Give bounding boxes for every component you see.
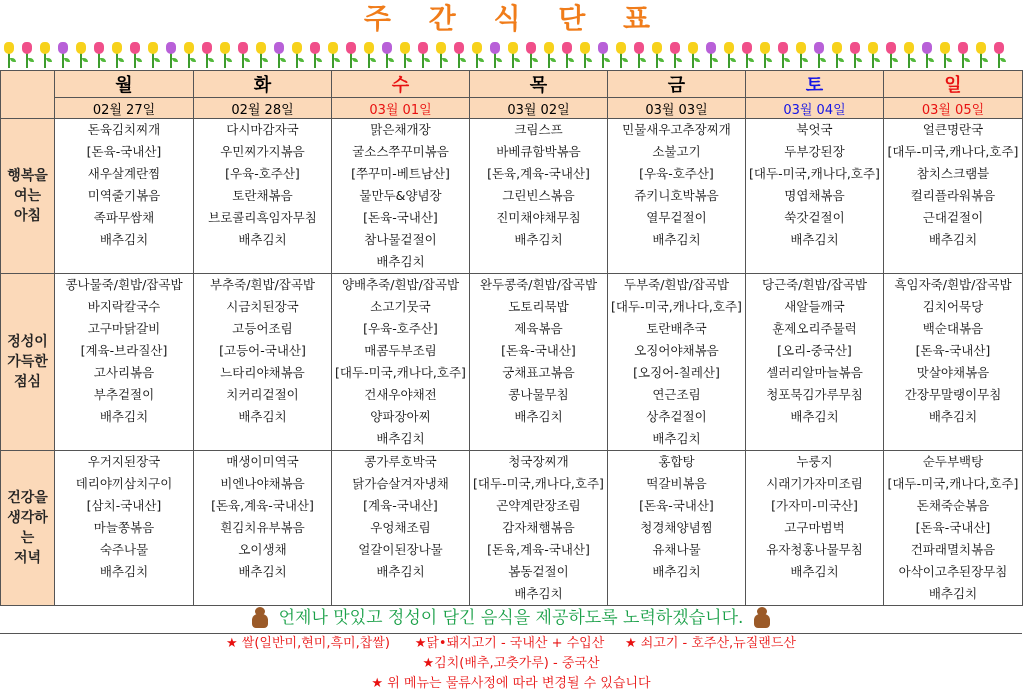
menu-item: 청국장찌개 [508,454,569,469]
menu-item: 배추김치 [376,254,425,269]
menu-item: 배추김치 [238,409,287,424]
menu-item: [대두-미국,캐나다,호주] [473,476,604,491]
menu-item: 흑임자죽/흰밥/잡곡밥 [894,277,1012,292]
day-date: 02월 28일 [194,98,332,119]
day-menu-cell [55,119,194,274]
menu-item: 연근조림 [652,387,701,402]
tulip-icon [828,38,846,70]
note-line: ★김치(배추,고춧가루) - 중국산 [422,656,600,671]
day-menu-cell [884,119,1023,274]
menu-item: 김치어묵당 [922,299,984,314]
menu-item: 배추김치 [514,232,563,247]
tulip-icon [342,38,360,70]
menu-item: [돈육-국내산] [363,210,438,225]
menu-item: 소고기뭇국 [370,299,431,314]
tulip-icon [918,38,936,70]
menu-item: 양파장아찌 [370,409,431,424]
menu-item: 도토리묵밥 [508,299,569,314]
menu-item: [삼치-국내산] [86,498,162,513]
menu-item: [대두-미국,캐나다,호주] [611,299,742,314]
tulip-icon [666,38,684,70]
meal-label-line: 가득한 [7,354,48,370]
tulip-icon [846,38,864,70]
menu-item: 건파래멸치볶음 [910,542,996,557]
menu-item: [돈육-국내산] [915,520,991,535]
menu-item: 간장무말랭이무침 [904,387,1002,402]
tulip-icon [288,38,306,70]
menu-item: [계육-국내산] [363,498,438,513]
tulip-icon [90,38,108,70]
menu-item: [고등어-국내산] [219,343,306,358]
menu-item: 배추김치 [99,564,149,579]
tulip-icon [684,38,702,70]
tulip-icon [378,38,396,70]
tulip-icon [36,38,54,70]
tulip-icon [792,38,810,70]
menu-item: 셀러리알마늘볶음 [766,365,863,380]
meal-label-line: 는 [20,530,35,546]
day-menu-cell [746,274,884,451]
menu-item: 바지락칼국수 [87,299,161,314]
day-menu-cell [332,451,470,606]
menu-item: 돈육김치찌개 [87,122,161,137]
day-menu-cell [746,119,884,274]
menu-item: 건새우야채전 [364,387,437,402]
menu-item: 맛살야채볶음 [916,365,990,380]
tulip-icon [180,38,198,70]
menu-item: 맑은채개장 [370,122,431,137]
menu-item: 배추김치 [790,232,839,247]
menu-item: 고구마닭갈비 [87,321,161,336]
menu-item: 양배추죽/흰밥/잡곡밥 [341,277,460,292]
menu-item: 시금치된장국 [226,299,299,314]
meal-row [1,119,1023,274]
day-name: 일 [884,71,1023,98]
menu-item: 유채나물 [652,542,701,557]
menu-item: 배추김치 [238,232,287,247]
menu-item: 우엉채조림 [370,520,431,535]
tulip-icon [324,38,342,70]
tulip-icon [558,38,576,70]
menu-item: 곤약계란장조림 [496,498,581,513]
menu-item: 미역줄기볶음 [87,188,161,203]
menu-item: 크림스프 [514,122,563,137]
menu-item: 매생이미역국 [226,454,299,469]
menu-item: [우육-호주산] [363,321,438,336]
meal-label-line: 여는 [13,188,42,204]
menu-item: 얼갈이된장나물 [358,542,443,557]
tulip-icon [972,38,990,70]
menu-item: [대두-미국,캐나다,호주] [749,166,880,181]
tulip-icon [360,38,378,70]
meal-label-line: 생각하 [7,510,48,526]
tulip-icon [486,38,504,70]
day-name: 목 [470,71,608,98]
meal-label-line: 행복을 [7,168,48,184]
tulip-icon [252,38,270,70]
menu-item: 홍합탕 [658,454,695,469]
weekly-menu-table [0,70,1023,606]
menu-item: [대두-미국,캐나다,호주] [887,476,1019,491]
menu-item: 배추김치 [514,409,563,424]
menu-item: 부추겉절이 [93,387,155,402]
menu-item: [돈육-국내산] [501,343,576,358]
menu-item: 부추죽/흰밥/잡곡밥 [209,277,316,292]
menu-item: 봄동겉절이 [508,564,569,579]
day-name: 수 [332,71,470,98]
meal-label [1,274,55,451]
meal-label [1,119,55,274]
menu-item: 고등어조림 [232,321,293,336]
tulip-icon [108,38,126,70]
tulip-icon [432,38,450,70]
gingerbread-icon [249,607,271,629]
tulip-icon [504,38,522,70]
menu-item: 배추김치 [514,586,563,601]
tulip-icon [936,38,954,70]
menu-item: [돈육,계육-국내산] [487,166,590,181]
meal-row [1,451,1023,606]
menu-item: 떡갈비볶음 [646,476,707,491]
menu-item: 감자채햄볶음 [502,520,575,535]
menu-item: 진미채야채무침 [496,210,581,225]
header-corner [1,71,55,119]
day-menu-cell [608,119,746,274]
menu-item: 청포묵김가루무침 [766,387,863,402]
tulip-icon [864,38,882,70]
menu-item: 배추김치 [238,564,287,579]
meal-label-line: 점심 [13,374,42,390]
tulip-icon [594,38,612,70]
menu-item: 고사리볶음 [93,365,155,380]
menu-item: 시래기가자미조림 [766,476,863,491]
tulip-icon [450,38,468,70]
tulip-icon [144,38,162,70]
tulip-icon [396,38,414,70]
tulip-icon [630,38,648,70]
menu-item: [가자미-미국산] [771,498,858,513]
tulip-icon [72,38,90,70]
menu-item: 오징어야채볶음 [634,343,719,358]
day-date: 03월 05일 [884,98,1023,119]
tulip-icon [576,38,594,70]
menu-item: 명엽채볶음 [784,188,845,203]
day-menu-cell [332,119,470,274]
day-menu-cell [608,274,746,451]
tulip-icon [738,38,756,70]
tulip-icon [612,38,630,70]
footer-message-row [0,604,1022,632]
menu-item: 비엔나야채볶음 [220,476,305,491]
footer-message: 언제나 맛있고 정성이 담긴 음식을 제공하도록 노력하겠습니다. [278,608,744,628]
menu-item: 굴소스쭈꾸미볶음 [352,144,449,159]
menu-item: 배추김치 [928,232,978,247]
menu-item: [우육-호주산] [639,166,714,181]
day-menu-cell [608,451,746,606]
meal-label-line: 정성이 [7,334,48,350]
menu-item: 우거지된장국 [87,454,161,469]
day-menu-cell [470,274,608,451]
day-menu-cell [55,274,194,451]
menu-item: 배추김치 [652,564,701,579]
menu-item: 배추김치 [99,232,149,247]
menu-item: 토란배추국 [646,321,707,336]
menu-item: 쥬키니호박볶음 [634,188,719,203]
menu-item: 컬리플라워볶음 [910,188,996,203]
menu-item: 배추김치 [376,564,425,579]
day-menu-cell [194,119,332,274]
tulip-icon [162,38,180,70]
menu-item: [오리-중국산] [777,343,852,358]
menu-item: 얼큰명란국 [922,122,984,137]
menu-item: 두부죽/흰밥/잡곡밥 [623,277,730,292]
menu-item: 숙주나물 [99,542,149,557]
menu-item: [우육-호주산] [225,166,300,181]
menu-item: 유자청홍나물무침 [766,542,863,557]
menu-item: 당근죽/흰밥/잡곡밥 [761,277,868,292]
tulip-icon [306,38,324,70]
menu-item: [대두-미국,캐나다,호주] [887,144,1019,159]
menu-item: 제육볶음 [514,321,563,336]
menu-item: 배추김치 [376,431,425,446]
menu-item: 치커리겉절이 [226,387,299,402]
day-date: 03월 03일 [608,98,746,119]
menu-item: 배추김치 [790,409,839,424]
menu-item: 우민찌가지볶음 [220,144,305,159]
menu-item: 콩나물죽/흰밥/잡곡밥 [65,277,183,292]
menu-item: 마늘쫑볶음 [93,520,155,535]
menu-item: 누룽지 [796,454,833,469]
meal-label [1,451,55,606]
tulip-icon [522,38,540,70]
menu-item: 토란채볶음 [232,188,293,203]
meal-label-line: 저녁 [13,550,42,566]
tulip-icon [648,38,666,70]
menu-item: 바베큐함박볶음 [496,144,581,159]
meal-label-line: 건강을 [7,490,48,506]
tulip-icon [990,38,1008,70]
menu-item: 아삭이고추된장무침 [898,564,1008,579]
day-menu-cell [746,451,884,606]
menu-item: 배추김치 [790,564,839,579]
tulip-icon [198,38,216,70]
menu-item: 두부강된장 [784,144,845,159]
tulip-icon [900,38,918,70]
tulip-icon [270,38,288,70]
menu-item: 훈제오리주물럭 [772,321,857,336]
day-name: 화 [194,71,332,98]
menu-item: 배추김치 [99,409,149,424]
day-name: 토 [746,71,884,98]
menu-item: 데리야끼삼치구이 [75,476,173,491]
menu-item: [대두-미국,캐나다,호주] [335,365,466,380]
menu-item: 다시마감자국 [226,122,299,137]
day-menu-cell [55,451,194,606]
menu-item: 흰김치유부볶음 [220,520,305,535]
note-line: ★ 위 메뉴는 물류사정에 따라 변경될 수 있습니다 [371,676,651,691]
tulip-icon [882,38,900,70]
menu-item: [쭈꾸미-베트남산] [351,166,450,181]
menu-item: 북엇국 [796,122,833,137]
day-menu-cell [194,274,332,451]
tulip-icon [810,38,828,70]
day-date: 03월 04일 [746,98,884,119]
menu-item: 배추김치 [928,586,978,601]
menu-item: 새알들깨국 [784,299,845,314]
meal-row [1,274,1023,451]
tulip-icon [756,38,774,70]
day-date: 03월 01일 [332,98,470,119]
menu-item: 배추김치 [928,409,978,424]
tulip-icon [468,38,486,70]
menu-item: 브로콜리흑임자무침 [208,210,317,225]
tulip-icon [18,38,36,70]
menu-item: 근대겉절이 [922,210,984,225]
menu-item: 닭가슴살겨자냉채 [352,476,449,491]
day-date: 02월 27일 [55,98,194,119]
menu-item: [오징어-칠레산] [633,365,720,380]
menu-item: [돈육-국내산] [639,498,714,513]
tulip-border [0,36,1028,70]
menu-item: 상추겉절이 [646,409,707,424]
menu-item: 궁채표고볶음 [502,365,575,380]
menu-item: 콩나물무침 [508,387,569,402]
day-menu-cell [194,451,332,606]
menu-item: [돈육,계육-국내산] [487,542,590,557]
menu-item: 콩가루호박국 [364,454,437,469]
menu-item: 열무겉절이 [646,210,707,225]
menu-item: 느타리야채볶음 [220,365,305,380]
tulip-icon [954,38,972,70]
menu-item: 돈채죽순볶음 [916,498,990,513]
menu-item: 고구마범벅 [784,520,845,535]
tulip-icon [720,38,738,70]
day-name: 월 [55,71,194,98]
tulip-icon [54,38,72,70]
menu-item: 쑥갓겉절이 [784,210,845,225]
note-line: ★ 쌀(일반미,현미,흑미,찹쌀) ★닭•돼지고기 - 국내산 + 수입산 ★ 쇠고기 - 호주산,뉴질랜드산 [226,636,796,651]
menu-item: 물만두&양념장 [359,188,442,203]
menu-item: [계육-브라질산] [80,343,168,358]
menu-item: [돈육,계육-국내산] [211,498,314,513]
page-title: 주 간 식 단 표 [363,2,665,35]
tulip-icon [702,38,720,70]
gingerbread-icon [751,607,773,629]
menu-item: 새우살계란찜 [87,166,161,181]
day-menu-cell [884,274,1023,451]
menu-item: [돈육-국내산] [86,144,162,159]
menu-item: 매콤두부조림 [364,343,437,358]
day-date: 03월 02일 [470,98,608,119]
meal-label-line: 아침 [13,208,42,224]
menu-item: 소불고기 [652,144,701,159]
tulip-icon [0,38,18,70]
menu-item: 순두부백탕 [922,454,984,469]
tulip-icon [540,38,558,70]
day-menu-cell [470,119,608,274]
menu-item: 족파무쌈채 [93,210,155,225]
origin-notes [0,633,1022,694]
tulip-icon [126,38,144,70]
menu-item: 오이생채 [238,542,287,557]
menu-item: 완두콩죽/흰밥/잡곡밥 [479,277,598,292]
menu-item: [돈육-국내산] [915,343,991,358]
day-menu-cell [884,451,1023,606]
menu-item: 그린빈스볶음 [502,188,575,203]
tulip-icon [774,38,792,70]
day-menu-cell [332,274,470,451]
menu-item: 백순대볶음 [922,321,984,336]
menu-item: 청경채양념찜 [640,520,713,535]
menu-item: 배추김치 [652,232,701,247]
tulip-icon [234,38,252,70]
tulip-icon [216,38,234,70]
tulip-icon [414,38,432,70]
day-menu-cell [470,451,608,606]
menu-item: 민물새우고추장찌개 [622,122,731,137]
menu-item: 배추김치 [652,431,701,446]
menu-item: 참나물겉절이 [364,232,437,247]
menu-item: 참치스크램블 [916,166,990,181]
day-name: 금 [608,71,746,98]
